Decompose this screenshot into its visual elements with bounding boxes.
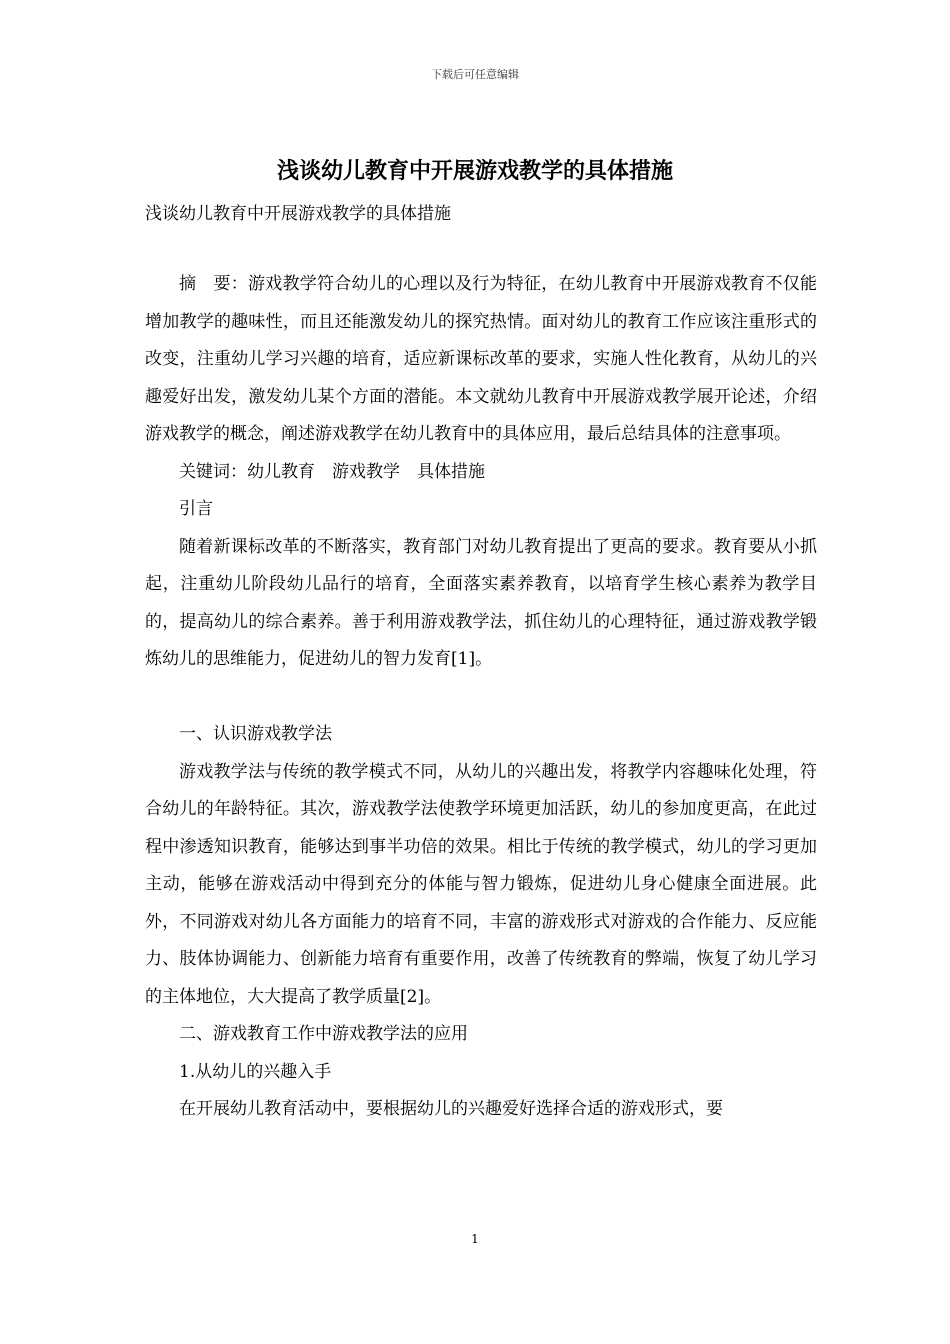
- header-note: 下载后可任意编辑: [431, 68, 519, 81]
- document-title: 浅谈幼儿教育中开展游戏教学的具体措施: [276, 158, 673, 184]
- intro-paragraph: 随着新课标改革的不断落实，教育部门对幼儿教育提出了更高的要求。教育要从小抓起，注重幼儿阶段幼儿品行的培育，全面落实素养教育，以培育学生核心素养为教学目的，提高幼儿的综合素养。善于利用游戏教学法，抓住幼儿的心理特征，通过游戏教学锻炼幼儿的思维能力，促进幼儿的智力发育[1]。: [145, 536, 817, 669]
- abstract-paragraph: 摘 要：游戏教学符合幼儿的心理以及行为特征，在幼儿教育中开展游戏教育不仅能增加教学的趣味性，而且还能激发幼儿的探究热情。面对幼儿的教育工作应该注重形式的改变，注重幼儿学习兴趣的培育，适应新课标改革的要求，实施人性化教育，从幼儿的兴趣爱好出发，激发幼儿某个方面的潜能。本文就幼儿教育中开展游戏教学展开论述，介绍游戏教学的概念，阐述游戏教学在幼儿教育中的具体应用，最后总结具体的注意事项。: [145, 274, 817, 444]
- page-number: 1: [471, 1232, 479, 1246]
- document-subtitle: 浅谈幼儿教育中开展游戏教学的具体措施: [145, 204, 451, 224]
- section2-heading: 二、游戏教育工作中游戏教学法的应用: [179, 1024, 468, 1044]
- section2-subheading: 1.从幼儿的兴趣入手: [179, 1061, 332, 1082]
- section1-heading: 一、认识游戏教学法: [179, 724, 332, 744]
- section2-paragraph: 在开展幼儿教育活动中，要根据幼儿的兴趣爱好选择合适的游戏形式，要: [179, 1099, 723, 1119]
- document-body: [145, 266, 817, 1129]
- intro-heading: 引言: [179, 499, 213, 519]
- section1-paragraph: 游戏教学法与传统的教学模式不同，从幼儿的兴趣出发，将教学内容趣味化处理，符合幼儿的年龄特征。其次，游戏教学法使教学环境更加活跃，幼儿的参加度更高，在此过程中渗透知识教育，能够达到事半功倍的效果。相比于传统的教学模式，幼儿的学习更加主动，能够在游戏活动中得到充分的体能与智力锻炼，促进幼儿身心健康全面进展。此外，不同游戏对幼儿各方面能力的培育不同，丰富的游戏形式对游戏的合作能力、反应能力、肢体协调能力、创新能力培育有重要作用，改善了传统教育的弊端，恢复了幼儿学习的主体地位，大大提高了教学质量[2]。: [145, 761, 817, 1007]
- keywords-line: 关键词：幼儿教育 游戏教学 具体措施: [179, 461, 485, 482]
- paragraph-gap: [145, 679, 817, 717]
